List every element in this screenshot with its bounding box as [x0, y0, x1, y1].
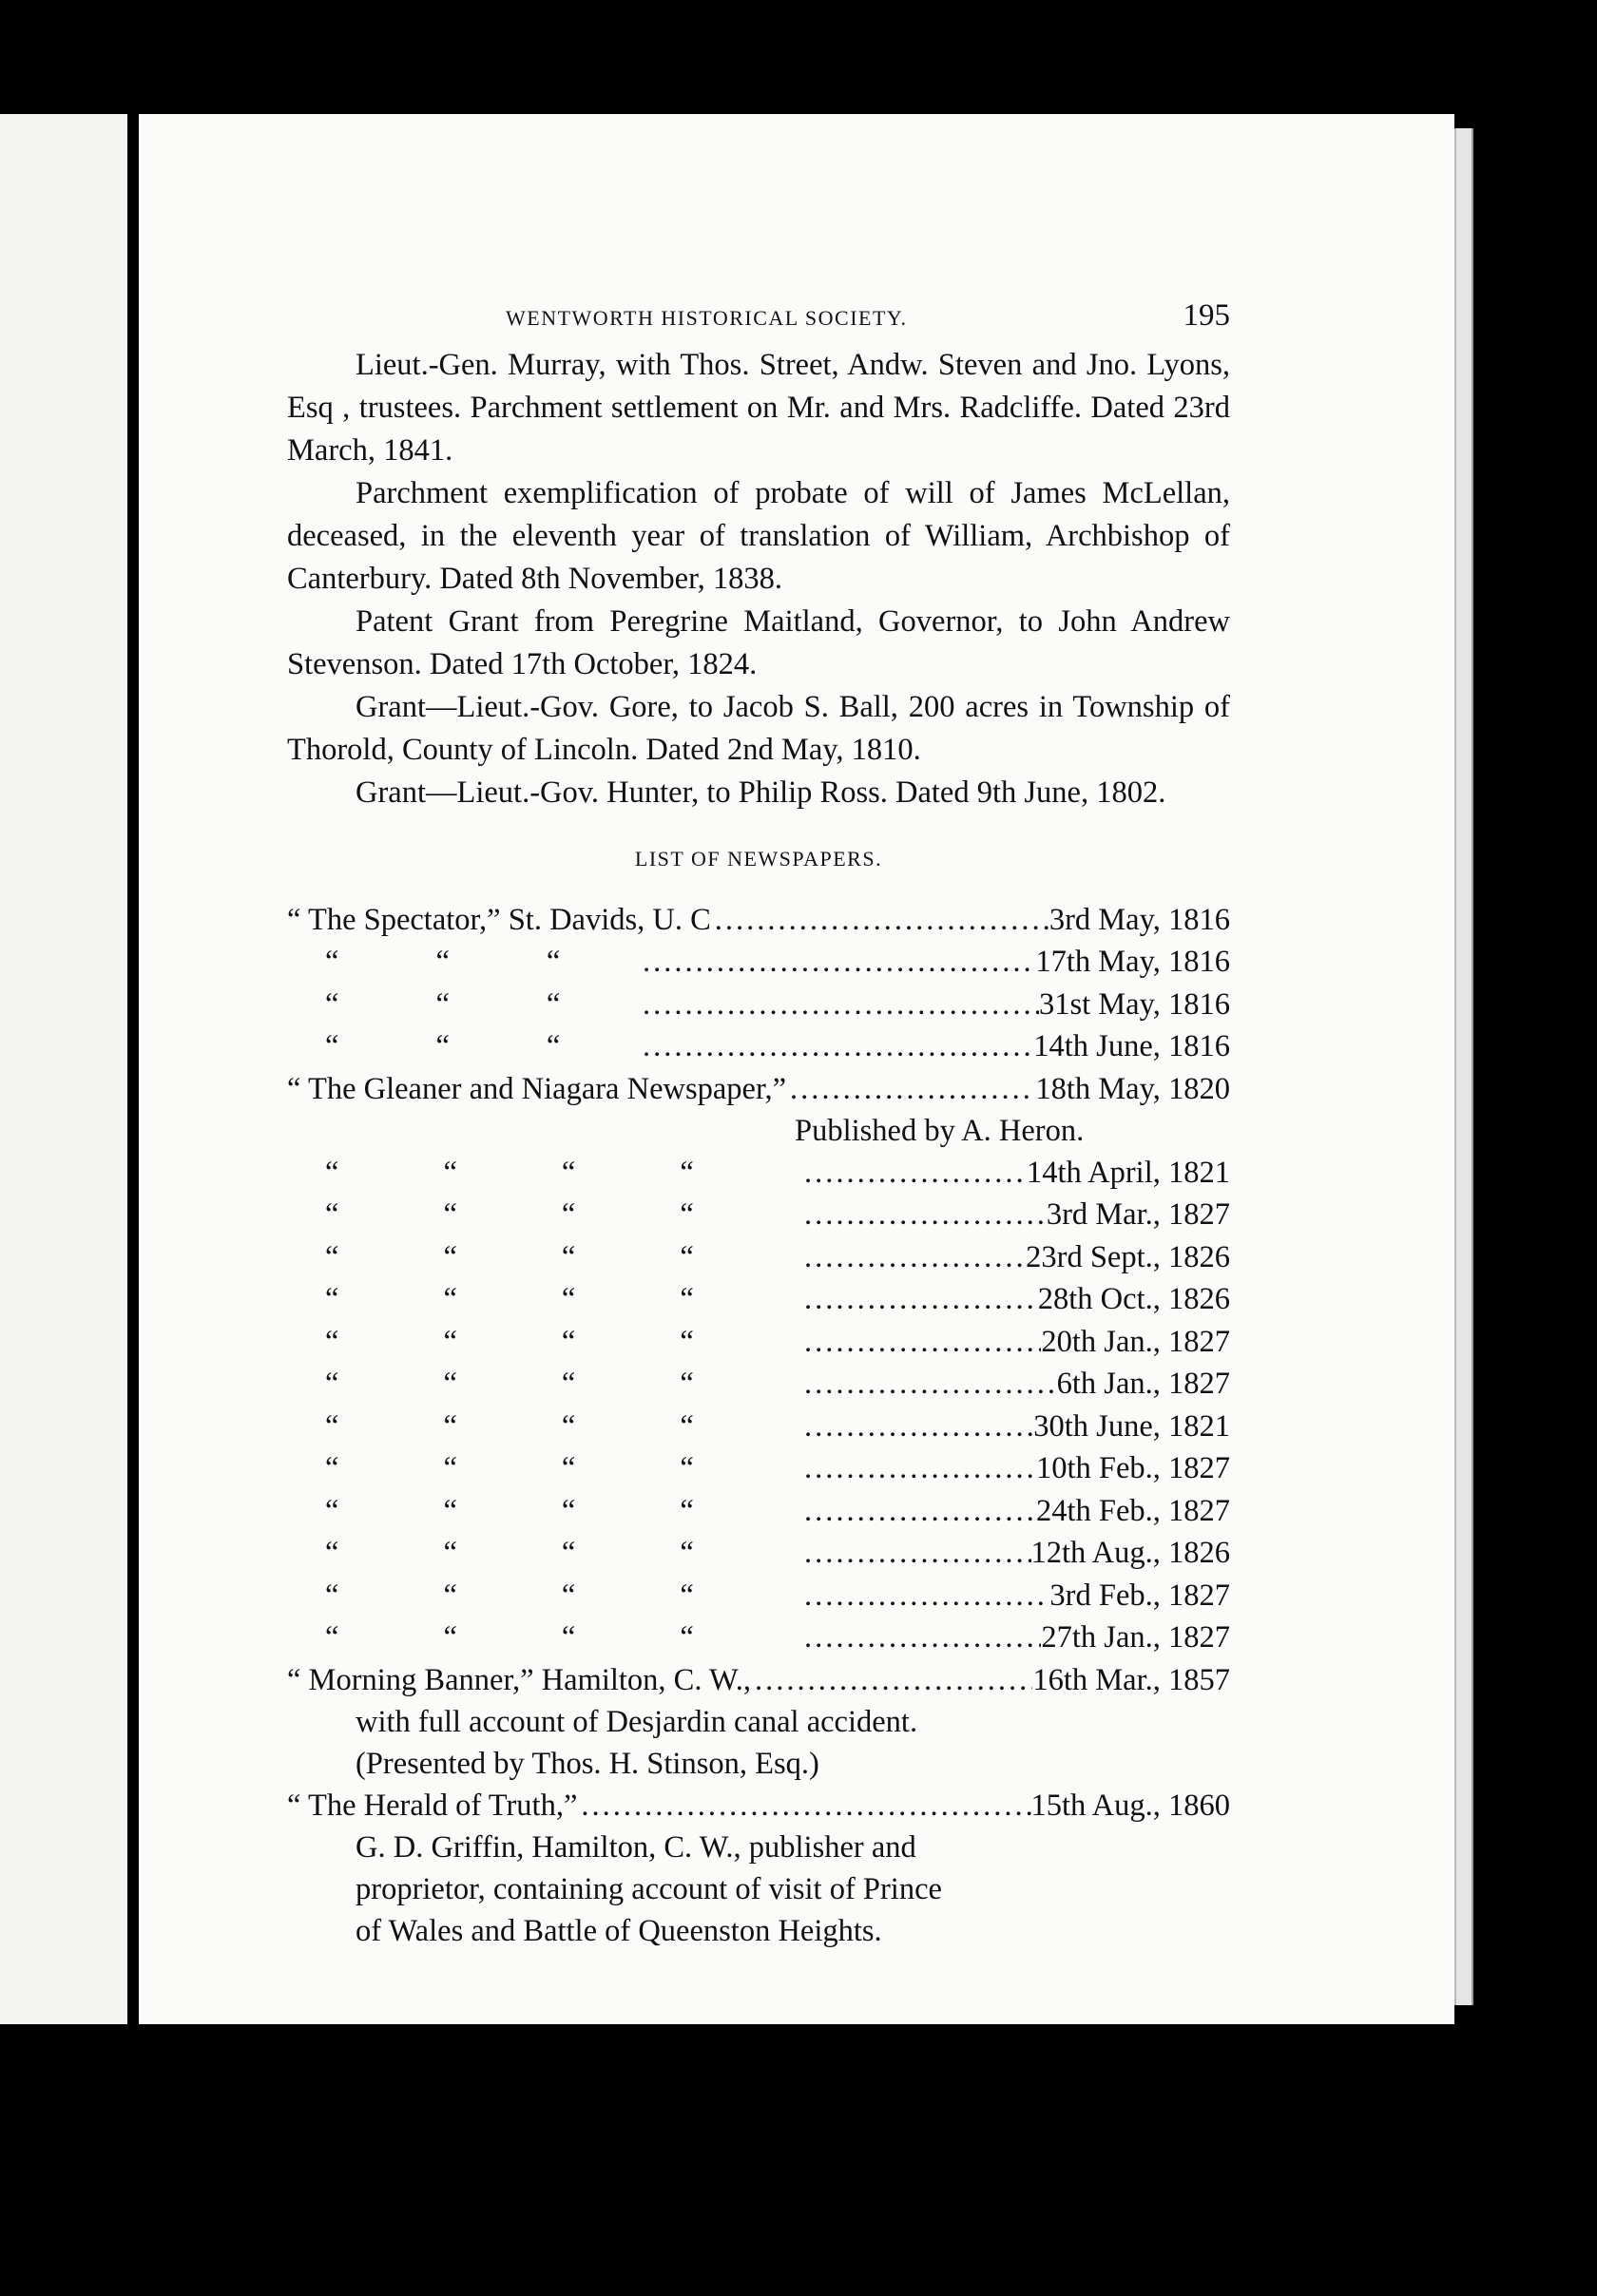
dot-leader: [800, 1617, 1041, 1659]
ditto-mark: “: [325, 1578, 339, 1613]
issue-date: 3rd May, 1816: [1049, 903, 1230, 937]
ditto-mark: “: [325, 1493, 339, 1528]
ditto-mark: “: [680, 1239, 694, 1274]
list-item: [287, 1363, 1230, 1406]
left-page-edge: [0, 114, 133, 2024]
ditto-mark: “: [680, 1451, 694, 1485]
list-item: [287, 1236, 1230, 1279]
ditto-mark: “: [443, 1536, 457, 1570]
ditto-mark: “: [680, 1493, 694, 1528]
issue-date: 31st May, 1816: [1038, 986, 1230, 1022]
ditto-mark: “: [546, 1029, 561, 1063]
list-item: [287, 1152, 1230, 1195]
ditto-mark: “: [680, 1408, 694, 1444]
dot-leader: [800, 1194, 1047, 1236]
ditto-mark: “: [325, 1282, 339, 1316]
ditto-mark: “: [680, 1367, 694, 1401]
ditto-mark: “: [443, 1282, 457, 1316]
ditto-mark: “: [561, 1155, 576, 1190]
dot-leader: [786, 1068, 1035, 1111]
issue-date: 30th June, 1821: [1033, 1408, 1230, 1444]
ditto-mark: “: [325, 945, 339, 979]
list-item: [287, 1575, 1230, 1617]
ditto-mark: “: [561, 1620, 576, 1655]
ditto-mark: “: [325, 1367, 339, 1401]
issue-date: 10th Feb., 1827: [1035, 1451, 1230, 1485]
dot-leader: [751, 1659, 1032, 1702]
paragraph-maitland: Patent Grant from Peregrine Maitland, Governor, to John Andrew Stevenson. Dated 17th October, 1824.: [287, 604, 1230, 681]
ditto-mark: “: [561, 1493, 576, 1528]
ditto-mark: “: [325, 986, 339, 1022]
gleaner-issue-list: [287, 1152, 1230, 1659]
list-item: [287, 1447, 1230, 1490]
list-item: [287, 1194, 1230, 1236]
dot-leader: [800, 1447, 1036, 1490]
entry-note: with full account of Desjardin canal accident.: [356, 1704, 918, 1739]
issue-date: 16th Mar., 1857: [1032, 1662, 1230, 1697]
list-item: [287, 1532, 1230, 1575]
dot-leader: [800, 1363, 1057, 1406]
dot-leader: [639, 984, 1039, 1026]
list-item: [287, 984, 1230, 1026]
page-header: [287, 295, 1230, 344]
paragraph-mclellan: Parchment exemplification of probate of will of James McLellan, deceased, in the eleventh year of translation of William, Archbishop of Canterbury. Dated 8th November, 1838.: [287, 476, 1230, 596]
dot-leader: [800, 1575, 1049, 1617]
ditto-mark: “: [325, 1155, 339, 1190]
dot-leader: [800, 1152, 1027, 1195]
dot-leader: [639, 941, 1035, 984]
issue-date: 14th June, 1816: [1033, 1029, 1230, 1063]
issue-date: 18th May, 1820: [1035, 1071, 1230, 1106]
ditto-mark: “: [680, 1620, 694, 1655]
list-item: [287, 1406, 1230, 1448]
issue-date: 3rd Mar., 1827: [1046, 1197, 1230, 1232]
ditto-mark: “: [443, 1367, 457, 1401]
ditto-mark: “: [561, 1367, 576, 1401]
ditto-mark: “: [680, 1324, 694, 1359]
ditto-mark: “: [443, 1324, 457, 1359]
ditto-mark: “: [561, 1197, 576, 1232]
ditto-mark: “: [443, 1239, 457, 1274]
list-item: [287, 1490, 1230, 1533]
dot-leader: [800, 1321, 1041, 1364]
ditto-mark: “: [546, 945, 561, 979]
list-item: [287, 899, 1230, 941]
ditto-mark: “: [680, 1282, 694, 1316]
dot-leader: [800, 1236, 1026, 1279]
ditto-mark: “: [561, 1536, 576, 1570]
newspaper-title: “ Morning Banner,” Hamilton, C. W.,: [287, 1662, 751, 1697]
dot-leader: [800, 1278, 1038, 1321]
entry-note: G. D. Griffin, Hamilton, C. W., publisher and: [356, 1829, 916, 1865]
ditto-mark: “: [680, 1155, 694, 1190]
ditto-mark: “: [561, 1578, 576, 1613]
ditto-mark: “: [680, 1197, 694, 1232]
ditto-mark: “: [443, 1155, 457, 1190]
newspaper-title: “ The Herald of Truth,”: [287, 1788, 578, 1823]
ditto-mark: “: [325, 1451, 339, 1485]
page-stack-edge: [1454, 128, 1473, 2005]
entry-note: (Presented by Thos. H. Stinson, Esq.): [356, 1746, 819, 1781]
newspaper-title: “ The Gleaner and Niagara Newspaper,”: [287, 1071, 787, 1106]
ditto-mark: “: [561, 1408, 576, 1444]
ditto-mark: “: [435, 1029, 450, 1063]
entry-note: of Wales and Battle of Queenston Heights.: [356, 1913, 882, 1948]
dot-leader: [800, 1490, 1036, 1533]
ditto-mark: “: [561, 1282, 576, 1316]
ditto-mark: “: [561, 1239, 576, 1274]
ditto-mark: “: [443, 1620, 457, 1655]
ditto-mark: “: [443, 1578, 457, 1613]
page-number: 195: [1183, 298, 1230, 333]
dot-leader: [800, 1532, 1031, 1575]
list-item: [287, 1617, 1230, 1659]
list-item: [287, 1068, 1230, 1110]
publisher-note: Published by A. Heron.: [795, 1113, 1085, 1148]
section-title: LIST OF NEWSPAPERS.: [634, 847, 883, 871]
ditto-mark: “: [435, 945, 450, 979]
dot-leader: [639, 1025, 1033, 1068]
ditto-mark: “: [325, 1324, 339, 1359]
paragraph-murray: Lieut.-Gen. Murray, with Thos. Street, Andw. Steven and Jno. Lyons, Esq , trustees. Parchment settlement on Mr. and Mrs. Radcliffe. Dated 23rd March, 1841.: [287, 348, 1230, 468]
paragraph-gore: Grant—Lieut.-Gov. Gore, to Jacob S. Ball, 200 acres in Township of Thorold, County of Lincoln. Dated 2nd May, 1810.: [287, 690, 1230, 767]
list-item: [287, 941, 1230, 984]
ditto-mark: “: [325, 1620, 339, 1655]
paragraph-hunter: Grant—Lieut.-Gov. Hunter, to Philip Ross. Dated 9th June, 1802.: [356, 775, 1166, 810]
issue-date: 17th May, 1816: [1035, 945, 1230, 979]
issue-date: 23rd Sept., 1826: [1026, 1239, 1230, 1274]
issue-date: 24th Feb., 1827: [1035, 1493, 1230, 1528]
issue-date: 3rd Feb., 1827: [1049, 1578, 1230, 1613]
issue-date: 28th Oct., 1826: [1037, 1282, 1230, 1316]
issue-date: 12th Aug., 1826: [1030, 1536, 1230, 1570]
ditto-mark: “: [443, 1493, 457, 1528]
issue-date: 27th Jan., 1827: [1041, 1620, 1230, 1655]
issue-date: 6th Jan., 1827: [1056, 1367, 1230, 1401]
ditto-mark: “: [443, 1408, 457, 1444]
ditto-mark: “: [680, 1578, 694, 1613]
ditto-mark: “: [443, 1451, 457, 1485]
ditto-mark: “: [325, 1029, 339, 1063]
ditto-mark: “: [561, 1451, 576, 1485]
book-spine: [127, 114, 139, 2024]
ditto-mark: “: [325, 1536, 339, 1570]
list-item: [287, 1785, 1230, 1827]
ditto-mark: “: [561, 1324, 576, 1359]
list-item: [287, 1321, 1230, 1364]
list-item: [287, 1025, 1230, 1068]
list-item: [287, 1278, 1230, 1321]
list-item: [287, 1659, 1230, 1701]
entry-note: proprietor, containing account of visit of Prince: [356, 1871, 942, 1906]
dot-leader: [711, 899, 1049, 942]
ditto-mark: “: [325, 1239, 339, 1274]
ditto-mark: “: [680, 1536, 694, 1570]
ditto-mark: “: [325, 1408, 339, 1444]
ditto-mark: “: [546, 986, 561, 1022]
issue-date: 20th Jan., 1827: [1041, 1324, 1230, 1359]
dot-leader: [577, 1785, 1030, 1827]
dot-leader: [800, 1406, 1033, 1448]
running-title: WENTWORTH HISTORICAL SOCIETY.: [506, 306, 908, 330]
issue-date: 15th Aug., 1860: [1030, 1788, 1230, 1823]
newspaper-title: “ The Spectator,” St. Davids, U. C: [287, 903, 711, 937]
page-text: [287, 295, 1230, 1952]
issue-date: 14th April, 1821: [1027, 1155, 1230, 1190]
ditto-mark: “: [435, 986, 450, 1022]
ditto-mark: “: [443, 1197, 457, 1232]
ditto-mark: “: [325, 1197, 339, 1232]
